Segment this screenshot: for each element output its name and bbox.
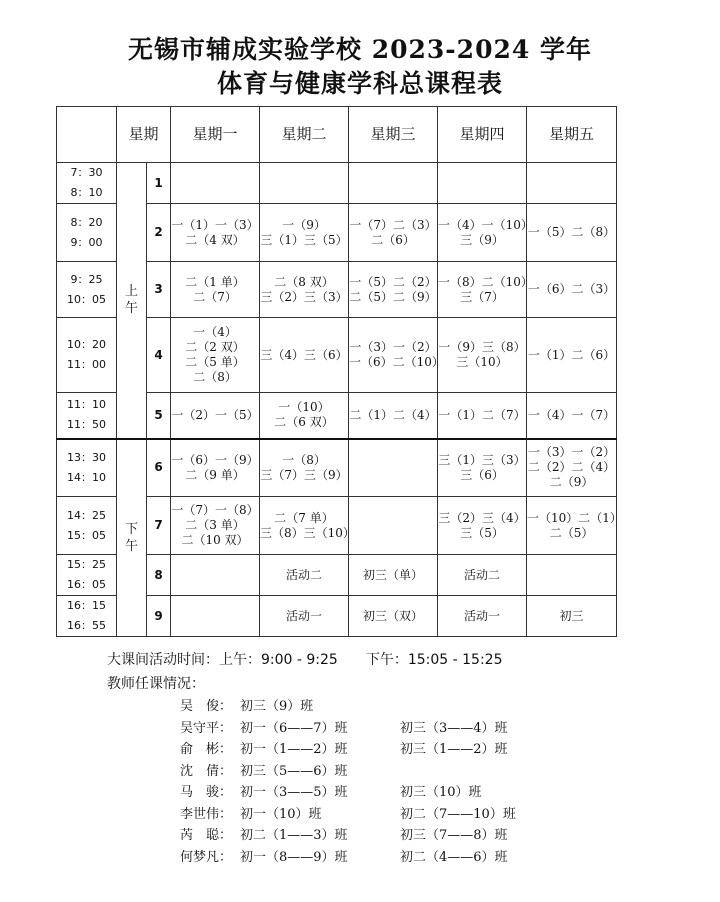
class-cell [349,497,438,555]
time-cell [57,439,117,497]
class-cell [527,497,622,555]
class-cell [438,262,533,318]
class-entry: 三（2）三（3） [260,289,348,304]
activity-afternoon-time: 15:05 - 15:25 [407,652,503,668]
class-cell [260,204,349,262]
class-entry: 二（5 单） [185,355,245,369]
class-cell [260,318,349,393]
class-entry: 一（1）一（3） [171,217,259,232]
class-cell [527,555,617,596]
teacher-name: 李世伟： [180,806,233,822]
teachers-heading: 教师任课情况： [107,676,205,692]
period-number: 2 [147,204,171,262]
time-cell [57,204,117,262]
teacher-name: 沈 倩： [180,763,233,779]
class-entry: 二（9 单） [185,467,245,482]
teacher-classes-2: 初三（10）班 [400,785,482,800]
notes-section [107,648,503,696]
class-entry: 活动一 [286,608,323,623]
class-entry: 二（6） [371,232,415,247]
class-entry: 活动二 [286,567,323,582]
morning-label: 上午 [117,163,147,439]
class-entry: 三（7）三（9） [260,467,348,482]
class-entry: 一（8）二（10） [438,274,533,289]
class-cell [527,318,617,393]
teacher-row [180,825,508,847]
header-row [57,107,617,163]
class-cell [349,393,438,439]
teacher-row [180,696,348,718]
start-time: 7：30 [70,166,103,179]
class-entry: 一（9） [282,217,326,232]
class-entry: 一（2）一（5） [171,407,259,422]
class-entry: 一（10）二（1） [527,510,622,525]
class-entry: 一（7）二（3） [349,217,437,232]
teacher-list [180,696,516,868]
class-cell [171,204,260,262]
period-number: 8 [147,555,171,596]
class-cell [260,163,349,204]
time-cell [57,393,117,439]
class-entry: 一（4） [193,325,237,339]
teacher-row [180,847,508,869]
class-entry: 三（7） [460,289,504,304]
class-cell [527,393,617,439]
class-cell [260,497,355,555]
start-time: 8：20 [70,215,103,229]
header-day: 星期二 [260,107,349,163]
teacher-row [180,739,508,761]
teacher-classes-2: 初二（4——6）班 [400,849,508,865]
class-entry: 二（5） [549,525,594,540]
class-entry: 一（4）一（7） [527,407,616,422]
teacher-classes-1: 初一（3——5）班 [240,785,348,800]
period-number: 5 [147,393,171,439]
teacher-classes-1: 初一（8——9）班 [240,849,348,865]
class-entry: 一（4）一（10） [438,217,533,232]
period-number: 1 [147,163,171,204]
period-number: 3 [147,262,171,318]
start-time: 16：15 [67,599,106,612]
teacher-name: 俞 彬： [180,742,233,757]
class-cell [438,555,527,596]
end-time: 16：05 [67,578,106,591]
class-entry: 三（5） [460,525,504,540]
time-cell [57,596,117,637]
class-entry: 活动一 [464,608,501,623]
class-entry: 一（5）二（2） [349,274,437,289]
activity-afternoon-label: 下午： [365,652,408,668]
class-cell [438,163,527,204]
activity-morning-time: 9:00 - 9:25 [261,652,338,668]
teacher-classes-1: 初三（9）班 [240,699,314,714]
teacher-row [180,761,348,783]
end-time: 11：00 [67,358,106,371]
class-entry: 一（6）二（3） [527,282,616,296]
class-cell [438,439,527,497]
class-cell [260,596,349,637]
class-cell [260,393,349,439]
class-entry: 一（6）二（10） [349,355,444,369]
header-corner-cell [57,107,117,163]
time-cell [57,555,117,596]
class-entry: 二（7） [193,289,237,304]
teacher-classes-1: 初一（6——7）班 [240,720,348,736]
header-day: 星期四 [438,107,527,163]
start-time: 11：10 [67,398,106,412]
teacher-classes-2: 初三（7——8）班 [400,828,508,843]
class-entry: 活动二 [464,567,501,582]
class-cell [527,439,617,497]
time-cell [57,318,117,393]
class-cell [527,596,617,637]
class-entry: 一（3）一（2） [527,445,616,460]
class-entry: 一（1）二（7） [438,407,526,422]
start-time: 14：25 [67,508,106,522]
period-number: 9 [147,596,171,637]
time-cell [57,262,117,318]
class-entry: 一（3）一（2） [349,340,437,354]
header-day: 星期三 [349,107,438,163]
class-cell [260,555,349,596]
class-entry: 二（1）二（4） [349,407,437,422]
class-entry: 三（4）三（6） [260,347,348,362]
class-entry: 三（9） [460,232,504,247]
period-row [57,163,617,204]
end-time: 9：00 [70,235,103,249]
time-cell [57,497,117,555]
teacher-name: 何梦凡： [180,849,233,865]
teacher-row [180,804,516,826]
class-entry: 一（5）二（8） [527,225,616,239]
teacher-name: 芮 聪： [180,828,233,843]
class-cell [527,262,617,318]
class-cell [438,204,533,262]
teacher-classes-2: 初三（3——4）班 [400,720,508,736]
class-entry: 初三 [559,608,584,623]
teacher-classes-1: 初一（1——2）班 [240,742,348,757]
class-cell [438,393,527,439]
class-cell [171,318,260,393]
class-entry: 一（8） [282,452,326,467]
class-entry: 一（10） [278,400,330,415]
class-entry: 二（6 双） [274,415,334,430]
class-entry: 三（1）三（5） [260,232,348,247]
class-cell [171,596,260,637]
end-time: 10：05 [67,292,106,306]
teacher-classes-1: 初三（5——6）班 [240,763,348,779]
class-cell [349,318,444,393]
period-number: 7 [147,497,171,555]
time-cell [57,163,117,204]
teacher-classes-1: 初一（10）班 [240,806,322,822]
class-cell [349,555,438,596]
class-entry: 二（1 单） [185,274,245,289]
class-cell [527,204,617,262]
header-day: 星期五 [527,107,617,163]
class-entry: 一（9）三（8） [438,340,526,354]
class-entry: 三（8）三（10） [260,525,355,540]
activity-label: 大课间活动时间：上午： [107,652,261,668]
class-cell [349,262,438,318]
period-row [57,439,617,497]
class-entry: 二（8） [193,370,237,384]
teacher-classes-1: 初二（1——3）班 [240,828,348,843]
start-time: 10：20 [67,338,106,351]
end-time: 16：55 [67,619,106,632]
class-entry: 三（2）三（4） [438,510,526,525]
start-time: 15：25 [67,558,106,571]
class-cell [438,596,527,637]
class-entry: 二（2 双） [185,340,245,354]
activity-time-line [107,648,503,672]
class-entry: 一（7）一（8） [171,503,259,517]
class-entry: 二（10 双） [181,533,249,547]
class-entry: 三（1）三（3） [438,452,526,467]
start-time: 13：30 [67,450,106,464]
page-title: 无锡市辅成实验学校 2023-2024 学年 [128,35,592,64]
end-time: 11：50 [67,418,106,432]
class-entry: 二（5）二（9） [349,289,437,304]
class-cell [171,393,260,439]
class-entry: 初三（双） [363,608,424,623]
header-week-label: 星期 [117,107,171,163]
period-number: 6 [147,439,171,497]
teacher-row [180,782,482,804]
class-entry: 二（8 双） [274,274,334,289]
class-entry: 二（3 单） [185,518,245,532]
teacher-classes-2: 初二（7——10）班 [400,806,516,822]
class-entry: 二（4 双） [185,232,245,247]
class-entry: 三（6） [460,467,504,482]
class-cell [260,439,349,497]
class-cell [349,439,438,497]
class-entry: 二（7 单） [274,510,334,525]
teacher-name: 吴守平： [180,720,233,736]
class-cell [171,262,260,318]
page-subtitle: 体育与健康学科总课程表 [216,69,503,98]
class-entry: 二（9） [549,475,594,490]
class-cell [260,262,349,318]
schedule-table [56,106,622,637]
afternoon-label: 下午 [117,439,147,637]
teacher-name: 马 骏： [180,785,233,800]
header-day: 星期一 [171,107,260,163]
end-time: 8：10 [70,186,103,199]
class-entry: 初三（单） [363,567,424,582]
class-cell [438,318,527,393]
class-cell [438,497,527,555]
teacher-row [180,718,508,740]
teacher-classes-2: 初三（1——2）班 [400,742,508,757]
class-entry: 一（6）一（9） [171,452,259,467]
class-cell [171,163,260,204]
class-entry: 一（1）二（6） [527,347,616,362]
class-cell [171,497,260,555]
class-cell [171,439,260,497]
class-cell [349,204,438,262]
period-number: 4 [147,318,171,393]
class-cell [527,163,617,204]
class-entry: 二（2）二（4） [527,460,616,475]
teacher-name: 吴 俊： [180,699,233,714]
class-cell [349,596,438,637]
start-time: 9：25 [70,272,103,286]
class-cell [171,555,260,596]
end-time: 15：05 [67,528,106,542]
class-cell [349,163,438,204]
end-time: 14：10 [67,470,106,484]
class-entry: 三（10） [456,355,508,369]
